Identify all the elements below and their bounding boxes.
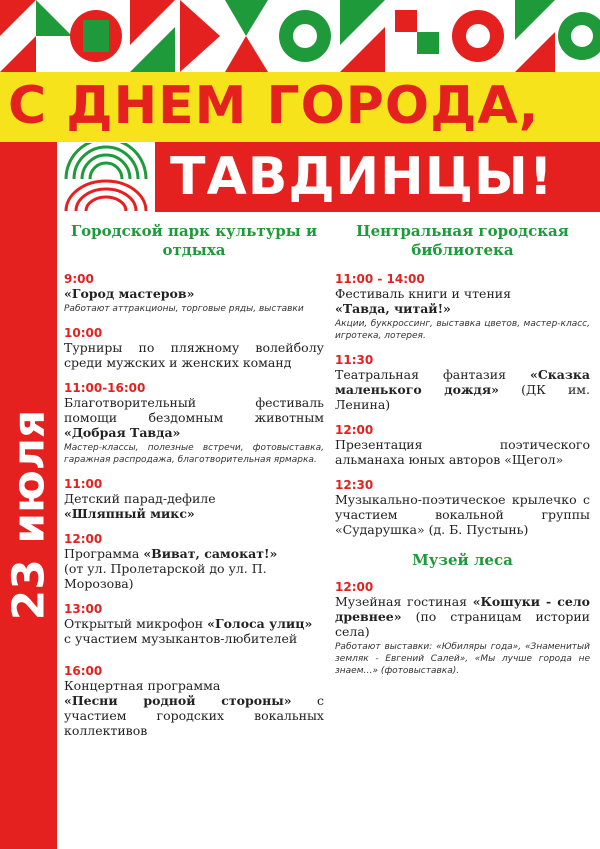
event-time: 16:00	[64, 664, 103, 678]
event-time: 12:00	[335, 580, 374, 594]
event-note: Мастер-классы, полезные встречи, фотовыставка, гаражная распродажа, благотворительная ярмарка.	[64, 443, 324, 465]
park-event	[64, 381, 324, 466]
date-wrap	[0, 380, 57, 650]
event-text-2: с участием городских вокальных коллективов	[64, 693, 324, 738]
museum-event	[335, 580, 590, 677]
event-name: «Город мастеров»	[64, 286, 195, 301]
park-event	[64, 664, 324, 738]
event-date: 23 июля	[3, 409, 54, 621]
event-time: 11:00	[64, 477, 103, 491]
event-text: Детский парад-дефиле	[64, 491, 216, 506]
event-text-2: (ДК им. Ленина)	[335, 382, 590, 412]
event-note: Работают аттракционы, торговые ряды, выставки	[64, 304, 304, 314]
event-text-2: (от ул. Пролетарской до ул. П. Морозова)	[64, 561, 267, 591]
event-text: Программа	[64, 546, 140, 561]
event-name: «Тавда, читай!»	[335, 301, 451, 316]
event-name: «Песни родной стороны»	[64, 693, 292, 708]
event-text: Открытый микрофон	[64, 616, 204, 631]
event-time: 12:30	[335, 478, 374, 492]
park-event	[64, 602, 324, 646]
event-time: 12:00	[64, 532, 103, 546]
park-event	[64, 272, 324, 315]
event-text-2: с участием музыкантов-любителей	[64, 631, 298, 646]
event-name: «Голоса улиц»	[207, 616, 313, 631]
event-text: Фестиваль книги и чтения	[335, 286, 511, 301]
event-time: 11:00-16:00	[64, 381, 146, 395]
library-heading: Центральная городская библиотека	[356, 222, 569, 259]
park-event	[64, 477, 324, 521]
event-name: «Сказка маленького дождя»	[335, 367, 590, 397]
event-note: Работают выставки: «Юбиляры года», «Знаменитый земляк - Евгений Салей», «Мы лучше города не знаем…» (фотовыставка).	[335, 642, 590, 676]
event-text: Концертная программа	[64, 678, 221, 693]
park-heading: Городской парк культуры и отдыха	[70, 222, 318, 259]
library-event	[335, 272, 590, 342]
library-column	[335, 222, 590, 688]
library-event	[335, 478, 590, 537]
ornament-banner	[0, 0, 600, 72]
event-name: «Виват, самокат!»	[143, 546, 278, 561]
event-time: 10:00	[64, 326, 103, 340]
event-time: 13:00	[64, 602, 103, 616]
page-title-line2: ТАВДИНЦЫ!	[170, 147, 554, 207]
event-text: Турниры по пляжному волейболу среди мужских и женских команд	[64, 340, 324, 370]
event-note: Акции, буккроссинг, выставка цветов, мастер-класс, игротека, лотерея.	[335, 319, 590, 341]
park-event	[64, 532, 324, 591]
museum-heading: Музей леса	[412, 551, 513, 569]
park-event	[64, 326, 324, 370]
page-title-line1: С ДНЕМ ГОРОДА,	[8, 76, 540, 136]
park-column	[64, 222, 324, 749]
event-text: Музейная гостиная	[335, 594, 468, 609]
arches-ornament	[58, 143, 154, 211]
library-event	[335, 353, 590, 412]
event-text: Театральная фантазия	[335, 367, 506, 382]
event-time: 12:00	[335, 423, 374, 437]
event-text: Благотворительный фестиваль помощи бездомным животным	[64, 395, 324, 425]
event-name: «Кошуки - село древнее»	[335, 594, 590, 624]
event-name: «Шляпный микс»	[64, 506, 195, 521]
event-name: «Добрая Тавда»	[64, 425, 181, 440]
event-text: Презентация поэтического альманаха юных авторов «Щегол»	[335, 437, 590, 467]
event-time: 9:00	[64, 272, 94, 286]
event-text: Музыкально-поэтическое крылечко с участием вокальной группы «Сударушка» (д. Б. Пустынь)	[335, 492, 590, 537]
event-text-2: (по страницам истории села)	[335, 609, 590, 639]
event-time: 11:00 - 14:00	[335, 272, 425, 286]
library-event	[335, 423, 590, 467]
event-time: 11:30	[335, 353, 374, 367]
